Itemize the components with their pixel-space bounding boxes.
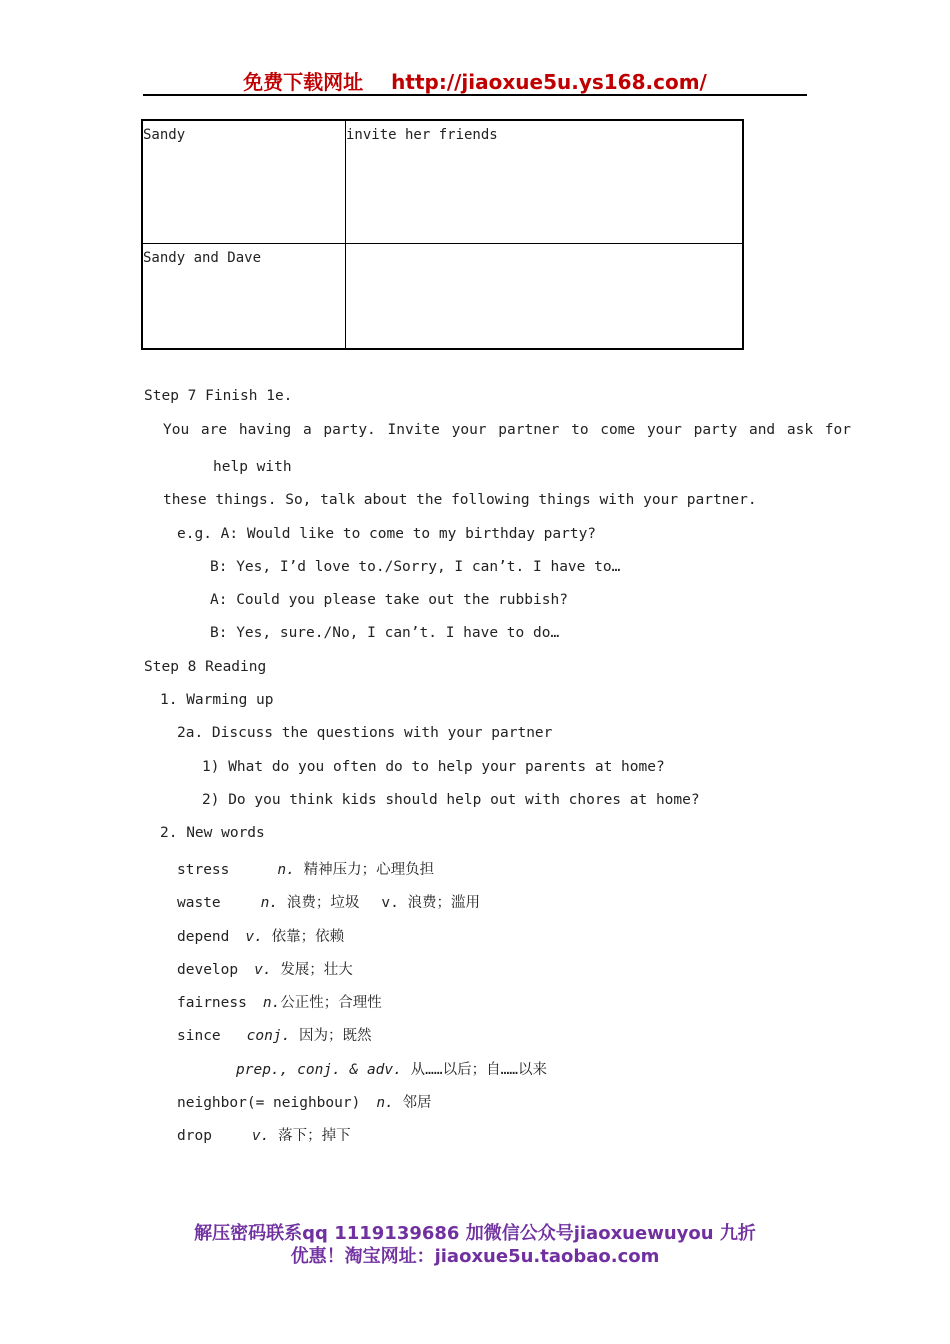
vocab-word: neighbor(= neighbour) [177,1095,361,1111]
vocab-pos: n. [376,1095,394,1111]
vocab-meaning: 从……以后；自……以来 [410,1062,548,1078]
vocab-word: develop [177,962,239,978]
step7-heading: Step 7 Finish 1e. [144,388,293,404]
vocab-pos: v. [245,929,263,945]
vocab-item [177,925,344,946]
vocab-item [177,1024,372,1045]
page-header [143,66,807,96]
vocab-item [177,858,434,879]
step7-paragraph: help with [213,459,292,475]
example-line: B: Yes, sure./No, I can’t. I have to do… [210,625,560,641]
vocab-meaning: 精神压力；心理负担 [303,862,435,878]
vocab-meaning: 公正性；合理性 [280,995,382,1011]
step7-paragraph: these things. So, talk about the following things with your partner. [163,492,757,508]
vocab-word: depend [177,929,230,945]
vocab-meaning: 依靠；依赖 [271,929,345,945]
question-item: 2) Do you think kids should help out with chores at home? [202,792,700,808]
step8-heading: Step 8 Reading [144,659,267,675]
vocab-item [177,958,353,979]
vocab-meaning: 发展；壮大 [280,962,353,978]
table-cell-task [346,243,744,349]
example-line: B: Yes, I’d love to./Sorry, I can’t. I have to… [210,559,621,575]
vocab-item [177,891,480,912]
vocab-meaning: 因为；既然 [299,1028,372,1044]
table-cell-task: invite her friends [346,120,744,243]
vocab-pos: v. [254,962,272,978]
discuss-heading: 2a. Discuss the questions with your partner [177,725,553,741]
vocab-word: drop [177,1128,212,1144]
vocab-pos: v. [251,1128,270,1144]
vocab-item [177,1124,351,1145]
example-line: A: Could you please take out the rubbish? [210,592,568,608]
example-line: e.g. A: Would like to come to my birthday party? [177,526,597,542]
warming-up-heading: 1. Warming up [160,692,274,708]
task-table [141,119,744,350]
footer-line: 优惠！淘宝网址：jiaoxue5u.taobao.com [290,1246,660,1267]
vocab-word: waste [177,895,221,911]
vocab-meaning: 落下；掉下 [278,1128,351,1144]
vocab-pos: n. [277,862,295,878]
vocab-item [177,1091,432,1112]
vocab-meaning: 邻居 [402,1095,432,1111]
step7-paragraph: You are having a party. Invite your partner to come your party and ask for [163,422,852,438]
footer-line: 解压密码联系qq 1119139686 加微信公众号jiaoxuewuyou 九折 [194,1223,756,1244]
vocab-item [236,1058,547,1079]
vocab-word: stress [177,862,230,878]
header-url-link[interactable]: http://jiaoxue5u.ys168.com/ [391,70,707,94]
table-cell-name: Sandy [142,120,346,243]
table-row [142,243,743,349]
vocab-pos: n. [262,995,281,1011]
vocab-meaning: 浪费；垃圾 [286,895,360,911]
table-row [142,120,743,243]
vocab-word: since [177,1028,221,1044]
table-cell-name: Sandy and Dave [142,243,346,349]
vocab-pos: prep., conj. & adv. [236,1062,402,1078]
vocab-pos: conj. [246,1028,291,1044]
vocab-pos: v. [381,895,399,911]
vocab-pos: n. [260,895,279,911]
new-words-heading: 2. New words [160,825,265,841]
vocab-meaning: 浪费；滥用 [407,895,481,911]
question-item: 1) What do you often do to help your parents at home? [202,759,665,775]
header-label: 免费下载网址 [243,70,364,94]
vocab-word: fairness [177,995,247,1011]
vocab-item [177,991,382,1012]
